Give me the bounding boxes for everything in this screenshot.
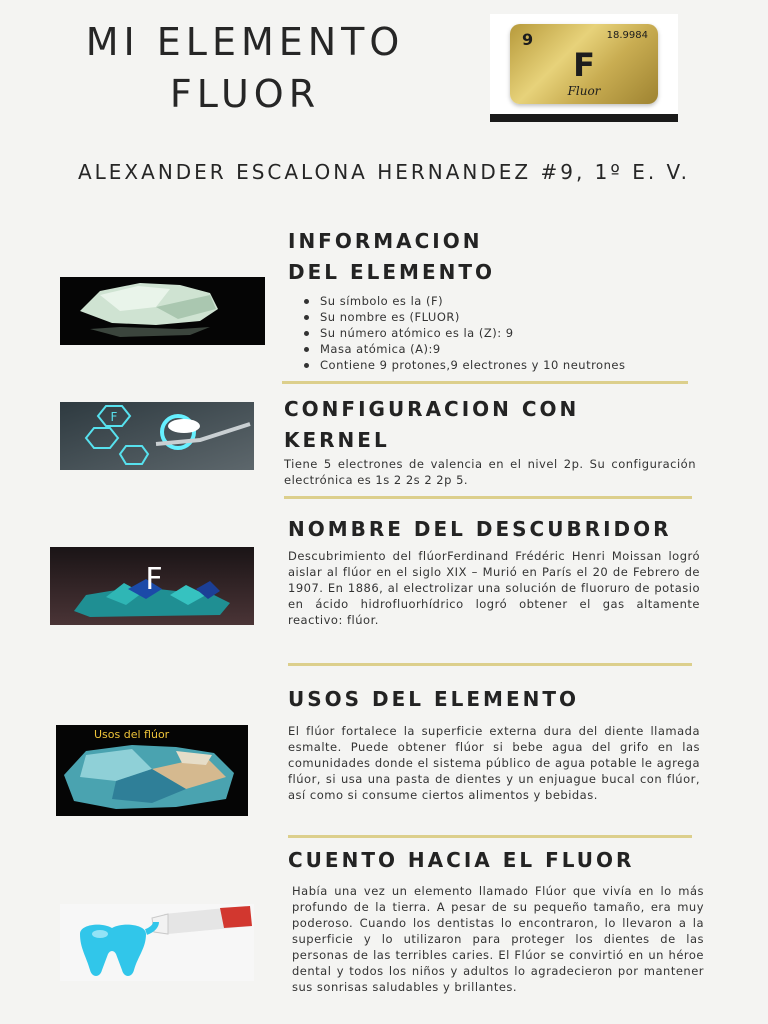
list-item: Contiene 9 protones,9 electrones y 10 neutrones — [300, 357, 720, 373]
info-title-line-1: INFORMACION — [288, 229, 483, 253]
tooth-fluoride-icon — [60, 402, 254, 470]
config-title-line-2: KERNEL — [284, 428, 390, 452]
atomic-number: 9 — [522, 30, 534, 49]
config-title — [284, 394, 579, 456]
element-tile — [510, 24, 658, 104]
section-divider — [288, 835, 692, 838]
uses-text: El flúor fortalece la superficie externa dura del diente llamada esmalte. Puede obtener flúor si bebe agua del grifo en las comunidades donde el sistema público de agua potable le agrega flúor, si usa una pasta de dientes y un enjuague bucal con flúor, así como si consume ciertos alimentos y bebidas. — [288, 724, 700, 802]
story-text: Había una vez un elemento llamado Flúor que vivía en lo más profundo de la tierra. A pesar de su pequeño tamaño, era muy poderoso. Cuando los dentistas lo encontraron, lo llevaron a la superficie y lo utilizaron para proteger los dientes de las personas de las terribles caries. El Flúor se convirtió en un héroe dental y todos los niños y adultos lo agradecieron por mantener sus sonrisas saludables y brillantes. — [292, 884, 704, 994]
title-line-2: FLUOR — [169, 72, 321, 116]
section-divider — [288, 663, 692, 666]
svg-text:F: F — [110, 410, 118, 424]
element-tile-card — [490, 14, 678, 122]
list-item: Su símbolo es la (F) — [300, 293, 720, 309]
list-item: Su número atómico es la (Z): 9 — [300, 325, 720, 341]
fluorine-rock-photo — [60, 277, 265, 345]
info-title-line-2: DEL ELEMENTO — [288, 260, 495, 284]
section-divider — [284, 496, 692, 499]
info-list — [300, 293, 720, 373]
config-text: Tiene 5 electrones de valencia en el nivel 2p. Su configuración electrónica es 1s 2 2s 2 2p 5. — [284, 457, 696, 487]
list-item: Su nombre es (FLUOR) — [300, 309, 720, 325]
element-symbol: F — [573, 46, 595, 84]
list-item: Masa atómica (A):9 — [300, 341, 720, 357]
tile-footer-bar — [490, 114, 678, 122]
discoverer-text: Descubrimiento del flúorFerdinand Frédéric Henri Moissan logró aislar al flúor en el siglo XIX – Murió en París el 20 de Febrero de 1907. En 1886, al electrolizar una solución de fluoruro de potasio en ácido hidrofluorhídrico logró obtener el gas altamente reactivo: flúor. — [288, 549, 700, 627]
page-title — [60, 16, 430, 120]
atomic-mass: 18.9984 — [606, 30, 648, 41]
uses-title: USOS DEL ELEMENTO — [288, 687, 579, 711]
config-title-line-1: CONFIGURACION CON — [284, 397, 580, 421]
fluorite-mineral-photo — [56, 725, 248, 816]
crystal-letter: F — [145, 562, 163, 597]
element-name: Fluor — [567, 84, 601, 98]
fluorite-crystal-photo — [50, 547, 254, 625]
toothpaste-tooth-icon — [60, 904, 254, 981]
uses-image-caption: Usos del flúor — [94, 728, 170, 741]
info-title — [288, 226, 495, 288]
title-line-1: MI ELEMENTO — [85, 20, 405, 64]
story-title: CUENTO HACIA EL FLUOR — [288, 848, 635, 872]
discoverer-title: NOMBRE DEL DESCUBRIDOR — [288, 517, 672, 541]
author-line: ALEXANDER ESCALONA HERNANDEZ #9, 1º E. V. — [77, 160, 691, 184]
section-divider — [282, 381, 688, 384]
